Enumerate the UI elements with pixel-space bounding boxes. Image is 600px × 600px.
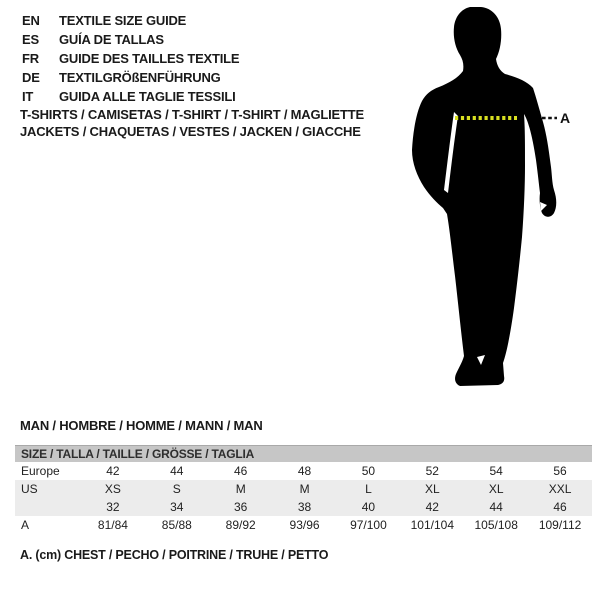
table-row-us [15,480,592,498]
table-cell: S [172,482,181,496]
man-figure [395,0,580,400]
row-label: A [21,518,30,532]
table-cell: M [299,482,310,496]
row-label [15,498,81,516]
table-cell: 56 [553,464,567,478]
language-row-de [22,68,239,87]
language-code: FR [22,51,39,66]
language-code: ES [22,32,39,47]
table-cell: 93/96 [289,518,320,532]
table-row-europe [15,462,592,480]
language-row-es [22,30,239,49]
man-silhouette [395,0,580,400]
table-cell: 81/84 [97,518,128,532]
language-title: TEXTILGRÖßENFÜHRUNG [59,70,221,85]
table-cell: 52 [425,464,439,478]
table-cell: XL [424,482,440,496]
language-code: IT [22,89,34,104]
measure-footnote: A. (cm) CHEST / PECHO / POITRINE / TRUHE / PETTO [20,548,329,562]
language-row-en [22,11,239,30]
table-cell: 89/92 [225,518,256,532]
table-row-chest-a [15,516,592,534]
garment-categories [20,106,364,140]
language-title-list [22,11,239,106]
language-code: DE [22,70,40,85]
table-cell: 42 [425,500,439,514]
row-label: Europe [21,464,60,478]
language-row-it [22,87,239,106]
table-row-alt-sizes [15,498,592,516]
table-cell: M [235,482,246,496]
row-label: US [21,482,38,496]
measure-label-a: A [560,110,571,126]
table-cell: 34 [170,500,184,514]
language-code: EN [22,13,40,28]
language-title: GUIDE DES TAILLES TEXTILE [59,51,240,66]
table-cell: 109/112 [538,518,582,532]
table-cell: 105/108 [474,518,518,532]
table-cell: 54 [489,464,503,478]
silhouette-path [412,7,556,386]
table-cell: 46 [234,464,248,478]
table-cell: 48 [297,464,312,478]
table-cell: 101/104 [410,518,454,532]
table-cell: 44 [489,500,503,514]
table-cell: 50 [361,464,376,478]
table-cell: L [365,482,372,496]
table-cell: 46 [553,500,567,514]
category-tshirts: T-SHIRTS / CAMISETAS / T-SHIRT / T-SHIRT / MAGLIETTE [20,107,364,122]
section-title-man: MAN / HOMBRE / HOMME / MANN / MAN [20,418,263,433]
table-cell: 42 [106,464,120,478]
table-cell: 38 [297,500,312,514]
table-cell: XXL [548,482,572,496]
table-cell: 44 [170,464,184,478]
table-cell: 40 [361,500,376,514]
table-cell: 36 [234,500,248,514]
category-jackets: JACKETS / CHAQUETAS / VESTES / JACKEN / GIACCHE [20,124,361,139]
table-cell: 97/100 [350,518,387,532]
language-row-fr [22,49,239,68]
table-cell: 32 [106,500,120,514]
size-table-header: SIZE / TALLA / TAILLE / GRÖSSE / TAGLIA [15,445,592,462]
table-cell: XL [488,482,504,496]
language-title: GUÍA DE TALLAS [59,32,164,47]
language-title: TEXTILE SIZE GUIDE [59,13,187,28]
table-cell: 85/88 [161,518,192,532]
table-cell: XS [104,482,121,496]
size-table [15,445,592,534]
language-title: GUIDA ALLE TAGLIE TESSILI [59,89,236,104]
